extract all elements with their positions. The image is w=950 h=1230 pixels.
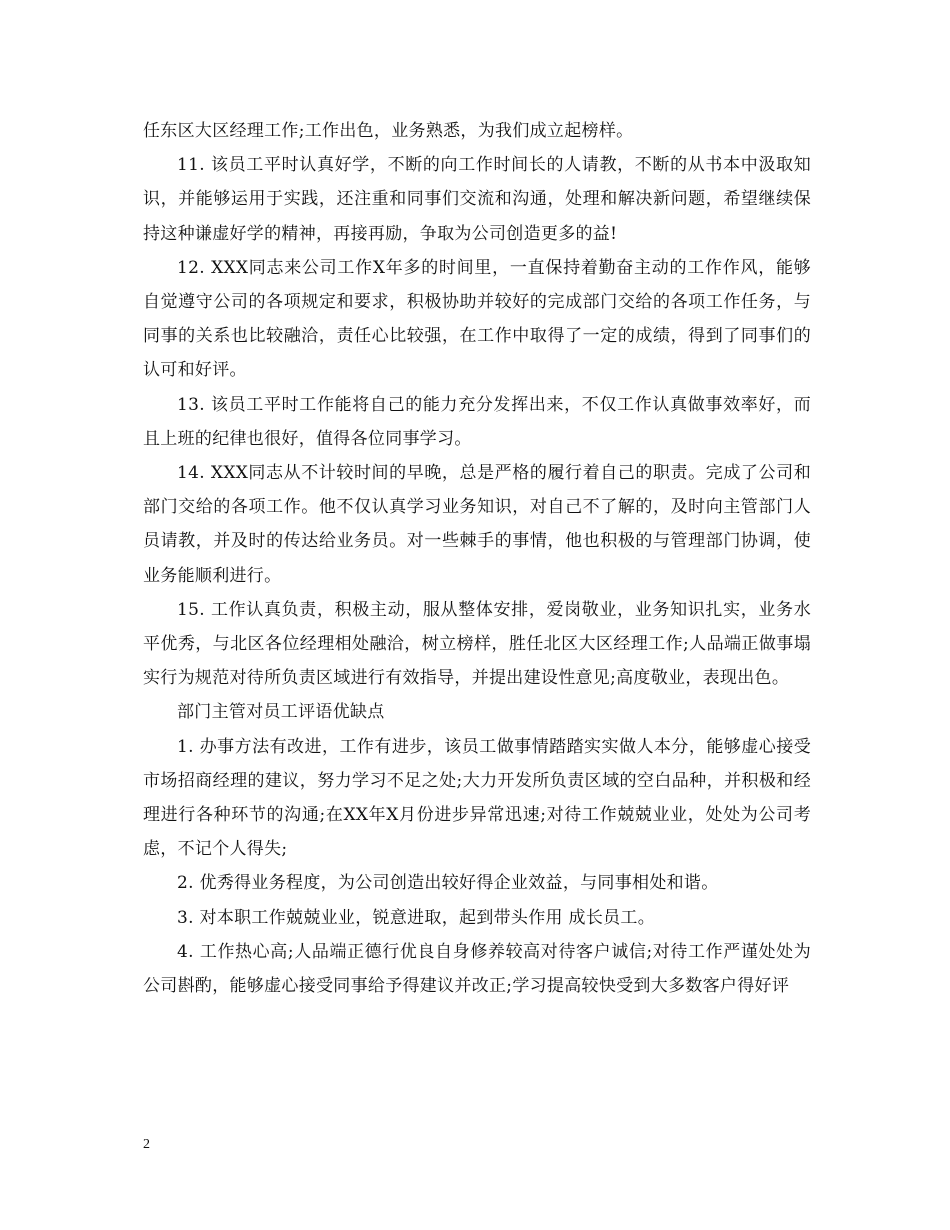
paragraph-item-12: 12. XXX同志来公司工作X年多的时间里，一直保持着勤奋主动的工作作风，能够自觉遵守公司的各项规定和要求，积极协助并较好的完成部门交给的各项工作任务，与同事的关系也比较融洽，责任心比较强，在工作中取得了一定的成绩，得到了同事们的认可和好评。 [143,257,811,381]
paragraph-item-13: 13. 该员工平时工作能将自己的能力充分发挥出来，不仅工作认真做事效率好，而且上班的纪律也很好，值得各位同事学习。 [143,394,811,449]
page-number: 2 [143,1137,150,1152]
section-heading: 部门主管对员工评语优缺点 [177,702,385,723]
paragraph-item-14: 14. XXX同志从不计较时间的早晚，总是严格的履行着自己的职责。完成了公司和部门交给的各项工作。他不仅认真学习业务知识，对自己不了解的，及时向主管部门人员请教，并及时的传达给业务员。对一些棘手的事情，他也积极的与管理部门协调，使业务能顺利进行。 [143,463,811,586]
paragraph-item-11: 11. 该员工平时认真好学，不断的向工作时间长的人请教，不断的从书本中汲取知识，并能够运用于实践，还注重和同事们交流和沟通，处理和解决新问题，希望继续保持这种谦虚好学的精神，再接再励，争取为公司创造更多的益! [143,155,811,244]
document-body [143,114,811,1003]
paragraph-item-2: 2. 优秀得业务程度，为公司创造出较好得企业效益，与同事相处和谐。 [177,873,719,894]
paragraph-item-4: 4. 工作热心高;人品端正德行优良自身修养较高对待客户诚信;对待工作严谨处处为公司斟酌，能够虚心接受同事给予得建议并改正;学习提高较快受到大多数客户得好评 [143,941,811,997]
paragraph-item-3: 3. 对本职工作兢兢业业，锐意进取，起到带头作用 成长员工。 [177,907,656,928]
paragraph-item-1: 1. 办事方法有改进，工作有进步，该员工做事情踏踏实实做人本分，能够虚心接受市场招商经理的建议，努力学习不足之处;大力开发所负责区域的空白品种，并积极和经理进行各种环节的沟通;在XX年X月份进步异常迅速;对待工作兢兢业业，处处为公司考虑，不记个人得失; [143,736,811,860]
paragraph-continuation: 任东区大区经理工作;工作出色，业务熟悉，为我们成立起榜样。 [143,121,634,141]
paragraph-item-15: 15. 工作认真负责，积极主动，服从整体安排，爱岗敬业，业务知识扎实，业务水平优秀，与北区各位经理相处融洽，树立榜样，胜任北区大区经理工作;人品端正做事塌实行为规范对待所负责区域进行有效指导，并提出建设性意见;高度敬业，表现出色。 [143,599,811,689]
